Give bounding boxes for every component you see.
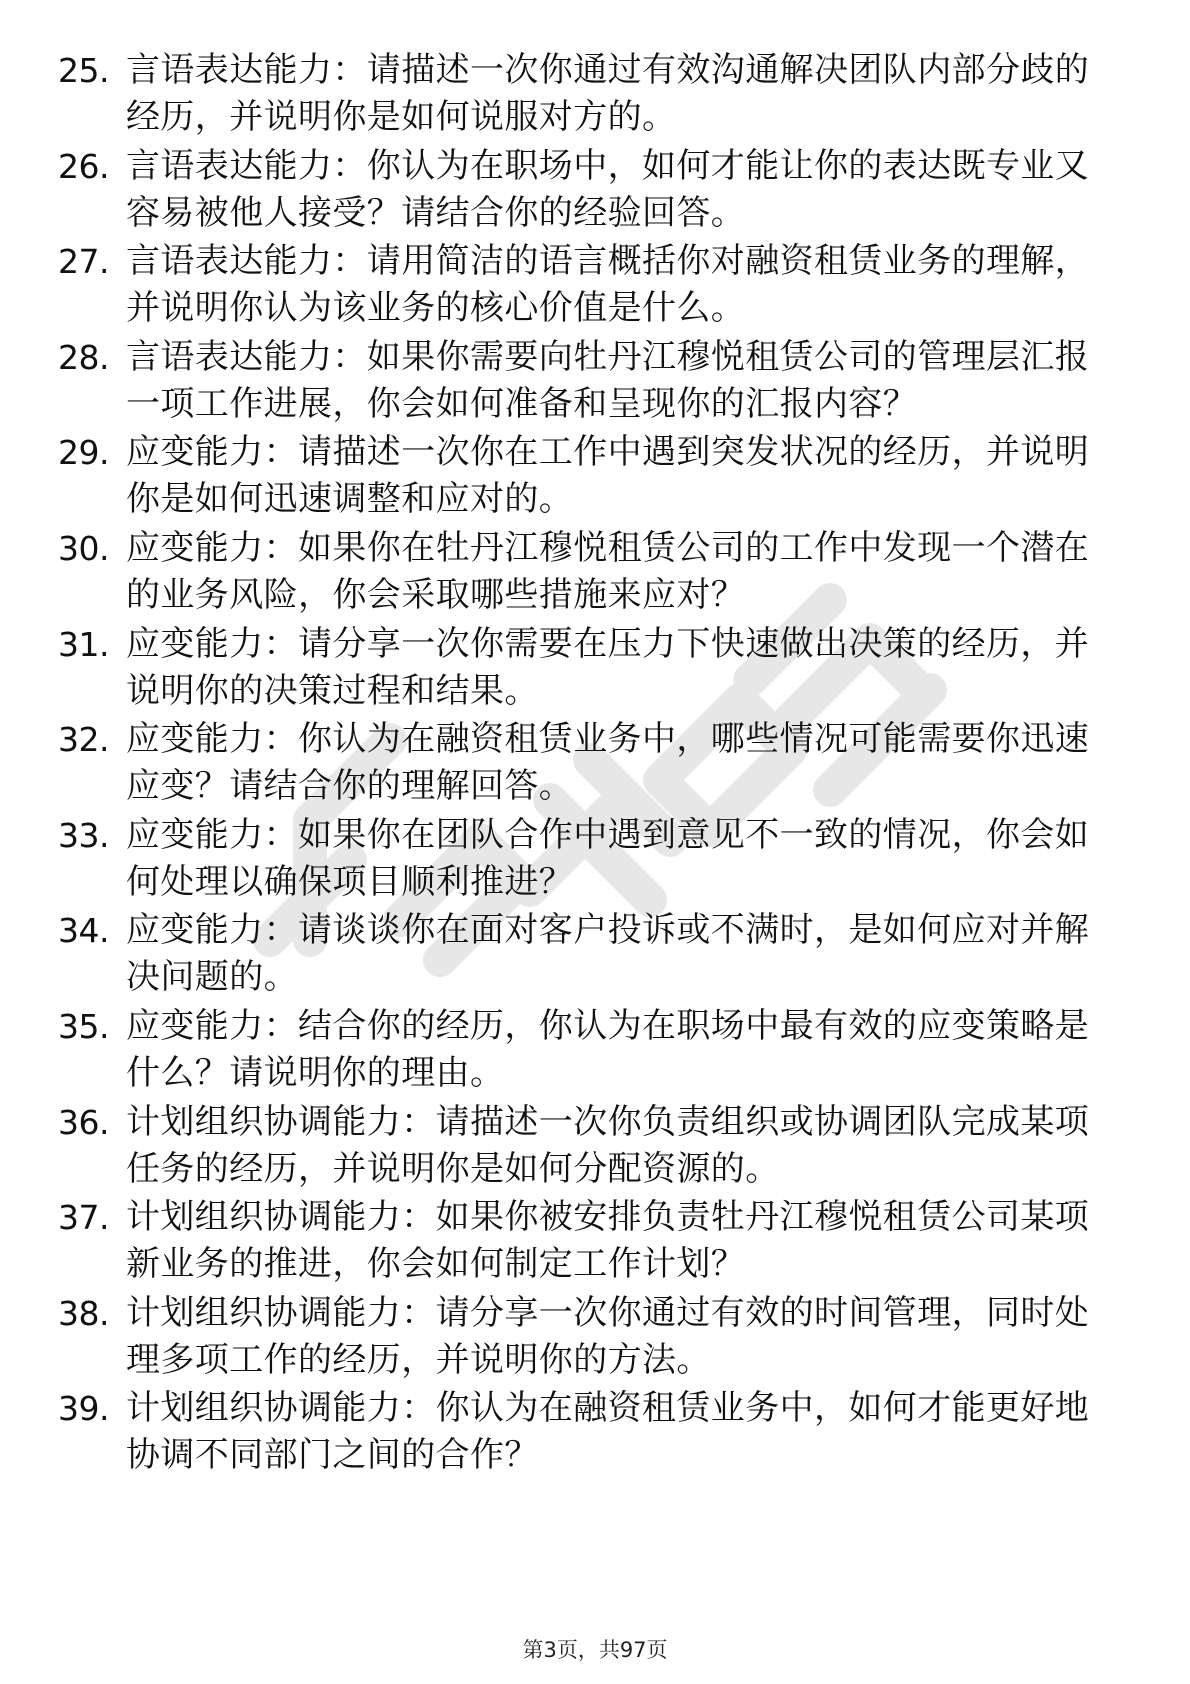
list-item (0, 429, 1190, 525)
question-text: 应变能力：如果你在团队合作中遇到意见不一致的情况，你会如何处理以确保项目顺利推进？ (126, 814, 1090, 902)
list-item (0, 525, 1190, 621)
list-item (0, 143, 1190, 239)
list-item (0, 238, 1190, 334)
list-item (0, 1194, 1190, 1290)
question-number: 38. (58, 1293, 109, 1333)
question-number: 35. (58, 1006, 109, 1046)
question-number: 37. (58, 1198, 109, 1238)
list-item (0, 812, 1190, 908)
question-text: 言语表达能力：请用简洁的语言概括你对融资租赁业务的理解，并说明你认为该业务的核心价值是什么。 (126, 241, 1090, 329)
question-text: 计划组织协调能力：请分享一次你通过有效的时间管理，同时处理多项工作的经历，并说明你的方法。 (126, 1292, 1090, 1380)
list-item (0, 621, 1190, 717)
question-number: 32. (58, 720, 109, 760)
question-number: 29. (58, 433, 109, 473)
question-text: 应变能力：如果你在牡丹江穆悦租赁公司的工作中发现一个潜在的业务风险，你会采取哪些措施来应对？ (126, 527, 1090, 615)
question-number: 27. (58, 242, 109, 282)
question-text: 应变能力：请描述一次你在工作中遇到突发状况的经历，并说明你是如何迅速调整和应对的。 (126, 432, 1090, 520)
list-item (0, 47, 1190, 143)
question-text: 计划组织协调能力：请描述一次你负责组织或协调团队完成某项任务的经历，并说明你是如何分配资源的。 (126, 1101, 1090, 1189)
list-item (0, 1385, 1190, 1481)
question-number: 28. (58, 337, 109, 377)
question-text: 应变能力：结合你的经历，你认为在职场中最有效的应变策略是什么？请说明你的理由。 (126, 1005, 1090, 1093)
list-item (0, 716, 1190, 812)
question-text: 计划组织协调能力：如果你被安排负责牡丹江穆悦租赁公司某项新业务的推进，你会如何制定工作计划？ (126, 1197, 1090, 1285)
question-text: 言语表达能力：你认为在职场中，如何才能让你的表达既专业又容易被他人接受？请结合你的经验回答。 (126, 145, 1090, 233)
question-text: 言语表达能力：如果你需要向牡丹江穆悦租赁公司的管理层汇报一项工作进展，你会如何准备和呈现你的汇报内容？ (126, 336, 1090, 424)
list-item (0, 334, 1190, 430)
question-number: 26. (58, 146, 109, 186)
question-number: 34. (58, 911, 109, 951)
question-list (0, 47, 1190, 1481)
question-text: 应变能力：你认为在融资租赁业务中，哪些情况可能需要你迅速应变？请结合你的理解回答。 (126, 719, 1090, 807)
list-item (0, 1099, 1190, 1195)
question-number: 30. (58, 528, 109, 568)
question-number: 33. (58, 815, 109, 855)
page-number-footer: 第3页，共97页 (522, 1638, 668, 1662)
question-number: 25. (58, 51, 109, 90)
list-item (0, 1003, 1190, 1099)
question-text: 计划组织协调能力：你认为在融资租赁业务中，如何才能更好地协调不同部门之间的合作？ (126, 1388, 1090, 1476)
question-text: 言语表达能力：请描述一次你通过有效沟通解决团队内部分歧的经历，并说明你是如何说服对方的。 (126, 50, 1090, 137)
list-item (0, 1290, 1190, 1386)
question-number: 39. (58, 1389, 109, 1429)
question-number: 36. (58, 1102, 109, 1142)
question-text: 应变能力：请分享一次你需要在压力下快速做出决策的经历，并说明你的决策过程和结果。 (126, 623, 1090, 711)
list-item (0, 907, 1190, 1003)
question-text: 应变能力：请谈谈你在面对客户投诉或不满时，是如何应对并解决问题的。 (126, 910, 1090, 998)
question-number: 31. (58, 624, 109, 664)
